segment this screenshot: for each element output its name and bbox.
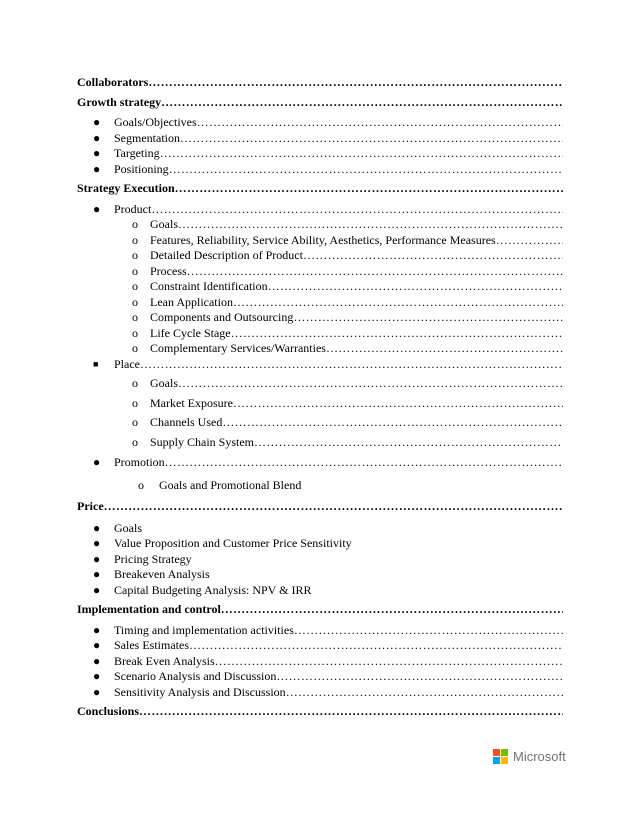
section-growth-strategy [77,95,563,111]
sub-list-item [77,264,563,280]
item-label: Place [114,356,140,371]
sub-list-item [77,396,563,412]
circle-bullet-icon: o [132,376,138,390]
dot-leader [303,248,563,264]
circle-bullet-icon: o [132,434,138,449]
sub-list-item [77,376,563,392]
square-bullet-icon: ■ [93,358,99,369]
bullet-icon: ● [93,582,101,597]
list-item [77,162,563,178]
list-item-promotion [77,455,563,471]
dot-leader [233,295,563,311]
list-item [77,583,563,599]
list-item [77,552,563,568]
list-item [77,146,563,162]
logo-square-blue [493,757,500,764]
dot-leader [178,217,563,233]
bullet-icon: ● [93,669,101,683]
item-label: Sensitivity Analysis and Discussion [114,684,286,699]
section-title: Implementation and control [77,602,221,616]
sub-list-item [77,478,563,494]
sub-list-item [77,295,563,311]
logo-square-red [493,749,500,756]
dot-leader [161,95,563,111]
item-label: Segmentation [114,130,180,145]
sub-item-label: Complementary Services/Warranties [150,341,326,355]
dot-leader [286,685,563,701]
dot-leader [180,131,563,147]
dot-leader [231,326,563,342]
bullet-icon: ● [93,536,101,550]
section-title: Strategy Execution [77,181,175,195]
section-title: Conclusions [77,704,140,718]
circle-bullet-icon: o [132,248,138,262]
item-label: Targeting [114,146,160,160]
bullet-icon: ● [93,455,101,469]
sub-item-label: Detailed Description of Product [150,248,303,262]
sub-list-item [77,279,563,295]
bullet-icon: ● [93,115,101,129]
bullet-icon: ● [93,161,101,176]
dot-leader [254,435,563,451]
sub-list-item [77,435,563,451]
list-item [77,131,563,147]
windows-logo-icon [493,749,508,764]
sub-list-item [77,326,563,342]
sub-item-label: Life Cycle Stage [150,325,231,340]
dot-leader [178,376,563,392]
list-item [77,654,563,670]
circle-bullet-icon: o [132,310,138,324]
item-label: Sales Estimates [114,638,189,652]
list-item [77,623,563,639]
list-item-place [77,357,563,373]
sub-item-label: Features, Reliability, Service Ability, Aesthetics, Performance Measures [150,232,496,247]
sub-item-label: Channels Used [150,415,223,429]
section-title: Price [77,499,104,513]
dot-leader [215,654,563,670]
item-label: Scenario Analysis and Discussion [114,669,277,683]
item-label: Break Even Analysis [114,653,215,668]
sub-item-label: Lean Application [150,294,233,309]
list-item [77,638,563,654]
logo-text: Microsoft [513,749,566,764]
circle-bullet-icon: o [132,395,138,410]
bullet-icon: ● [93,638,101,652]
item-label: Product [114,201,152,216]
bullet-icon: ● [93,146,101,160]
dot-leader [268,279,563,295]
dot-leader [148,75,563,91]
list-item [77,115,563,131]
dot-leader [189,638,563,654]
item-label: Pricing Strategy [114,551,192,566]
sub-item-label: Goals [150,217,178,231]
dot-leader [160,146,563,162]
circle-bullet-icon: o [132,325,138,340]
list-item [77,567,563,583]
item-label: Goals [114,520,142,535]
dot-leader [187,264,563,280]
sub-list-item [77,415,563,431]
item-label: Promotion [114,455,165,469]
dot-leader [496,233,563,249]
list-item [77,669,563,685]
dot-leader [104,499,563,515]
sub-list-item [77,248,563,264]
logo-square-green [501,749,508,756]
section-conclusions [77,704,563,720]
sub-item-label: Process [150,263,187,278]
item-label: Capital Budgeting Analysis: NPV & IRR [114,582,312,597]
sub-list-item [77,341,563,357]
dot-leader [139,704,563,720]
dot-leader [326,341,563,357]
section-collaborators [77,75,563,91]
dot-leader [140,357,563,373]
bullet-icon: ● [93,551,101,566]
logo-square-yellow [501,757,508,764]
bullet-icon: ● [93,622,101,637]
dot-leader [165,455,563,471]
circle-bullet-icon: o [132,217,138,231]
item-label: Positioning [114,161,169,176]
circle-bullet-icon: o [138,477,144,492]
section-implementation-and-control [77,602,563,618]
dot-leader [151,202,563,218]
dot-leader [221,602,563,618]
dot-leader [276,669,563,685]
sub-item-label: Goals [150,376,178,390]
section-title: Collaborators [77,75,149,89]
item-label: Breakeven Analysis [114,567,210,581]
bullet-icon: ● [93,653,101,668]
circle-bullet-icon: o [132,341,138,355]
table-of-contents [77,75,563,720]
sub-item-label: Goals and Promotional Blend [159,477,302,492]
sub-list-item [77,217,563,233]
bullet-icon: ● [93,520,101,535]
section-price [77,499,563,515]
list-item [77,685,563,701]
dot-leader [222,415,563,431]
bullet-icon: ● [93,684,101,699]
dot-leader [197,115,563,131]
list-item-product [77,202,563,218]
circle-bullet-icon: o [132,294,138,309]
bullet-icon: ● [93,130,101,145]
sub-item-label: Market Exposure [150,395,233,410]
sub-list-item [77,310,563,326]
dot-leader [175,181,563,197]
dot-leader [294,623,563,639]
section-title: Growth strategy [77,94,162,109]
dot-leader [233,396,563,412]
dot-leader [169,162,563,178]
list-item [77,536,563,552]
sub-item-label: Components and Outsourcing [150,310,294,324]
item-label: Value Proposition and Customer Price Sensitivity [114,536,352,550]
circle-bullet-icon: o [132,415,138,429]
circle-bullet-icon: o [132,232,138,247]
sub-item-label: Constraint Identification [150,279,268,293]
sub-list-item [77,233,563,249]
item-label: Goals/Objectives [114,115,197,129]
dot-leader [293,310,563,326]
circle-bullet-icon: o [132,279,138,293]
section-strategy-execution [77,181,563,197]
sub-item-label: Supply Chain System [150,434,255,449]
bullet-icon: ● [93,567,101,581]
list-item [77,521,563,537]
bullet-icon: ● [93,201,101,216]
circle-bullet-icon: o [132,263,138,278]
item-label: Timing and implementation activities [114,622,294,637]
microsoft-logo [493,749,566,764]
